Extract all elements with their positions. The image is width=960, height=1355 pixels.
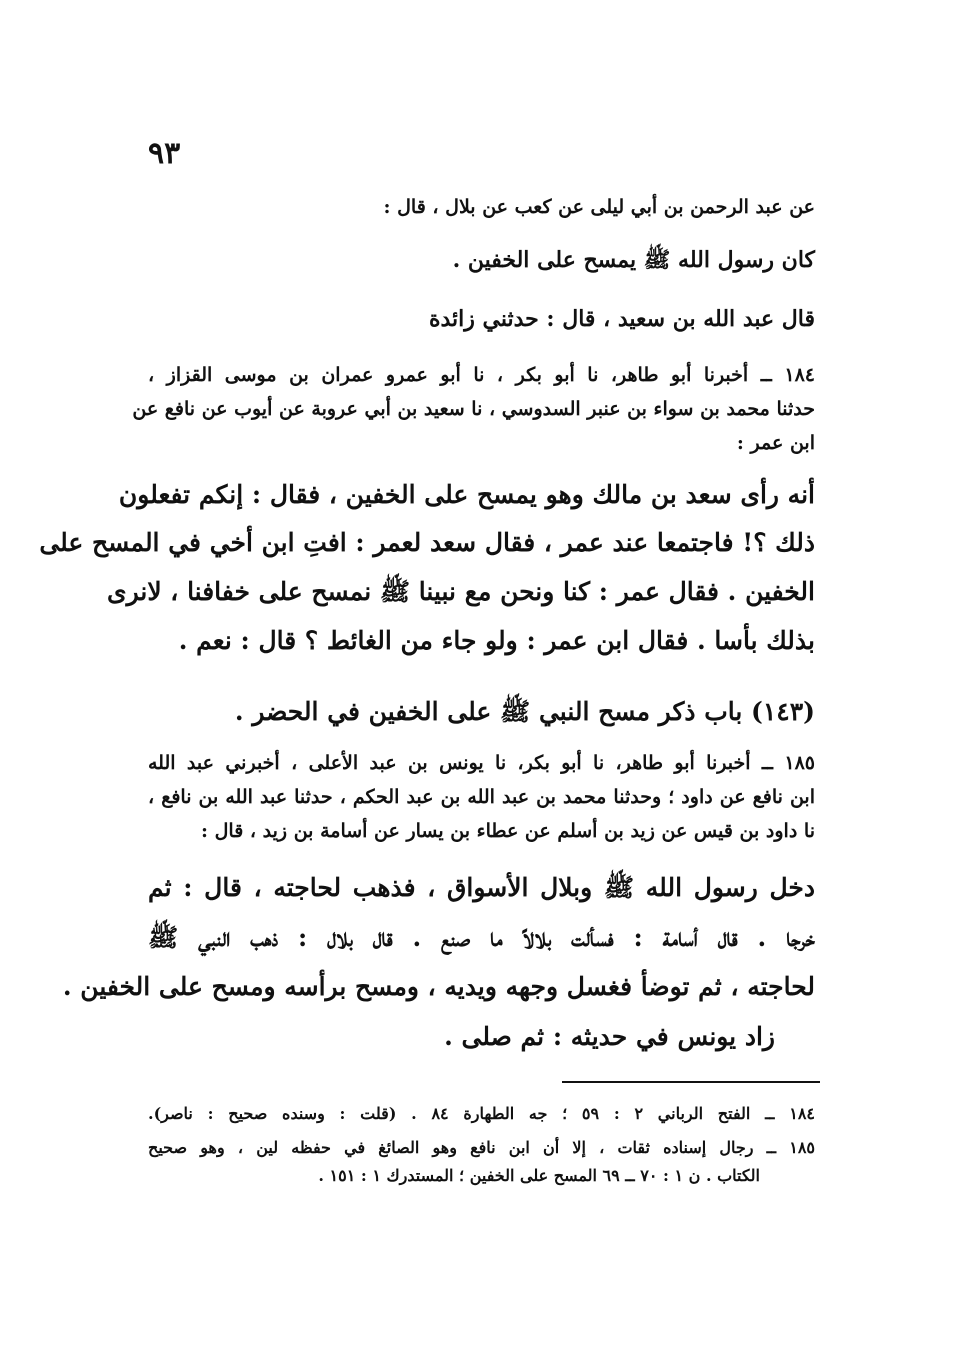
- hadith-185-isnad-line: نا داود بن قيس عن زيد بن أسلم عن عطاء بن يسار عن أسامة بن زيد ، قال :: [201, 820, 815, 842]
- footnote-line: الكتاب . ن ١ : ٧٠ ــ ٦٩ المسح على الخفين ؛ المستدرك ١ : ١٥١ .: [318, 1166, 760, 1185]
- hadith-184-text-line: أنه رأى سعد بن مالك وهو يمسح على الخفين ، فقال : إنكم تفعلون: [118, 480, 815, 509]
- hadith-185-text-line: زاد يونس في حديثه : ثم صلى .: [444, 1022, 775, 1051]
- page-number: ٩٣: [148, 136, 181, 171]
- intro-line-2: كان رسول الله ﷺ يمسح على الخفين .: [452, 247, 815, 273]
- hadith-184-text-line: ذلك ؟! فاجتمعا عند عمر ، فقال سعد لعمر : افتِ ابن أخي في المسح على: [39, 528, 815, 557]
- hadith-185-isnad-line: ابن نافع عن داود ؛ وحدثنا محمد بن عبد الله بن عبد الحكم ، حدثنا عبد الله بن نافع ،: [148, 786, 815, 808]
- footnote-divider: [562, 1081, 820, 1083]
- hadith-184-text-line: الخفين . فقال عمر : كنا ونحن مع نبينا ﷺ نمسح على خفافنا ، لانرى: [107, 577, 815, 606]
- hadith-184-isnad-line: ابن عمر :: [736, 432, 815, 454]
- hadith-185-text-line: خرجا . قال أسامة : فسألت بلالاً ما صنع . قال بلال : ذهب النبي ﷺ: [148, 923, 815, 952]
- footnote-line: ١٨٤ ــ الفتح الرباني ٢ : ٥٩ ؛ جه الطهارة ٨٤ . (قلت : وسنده صحيح : ناصر).: [148, 1104, 816, 1123]
- hadith-185-isnad-line: ١٨٥ ــ أخبرنا أبو طاهر، نا أبو بكر، نا يونس بن عبد الأعلى ، أخبرني عبد الله: [148, 752, 815, 774]
- intro-line-1: عن عبد الرحمن بن أبي ليلى عن كعب عن بلال ، قال :: [383, 196, 815, 218]
- hadith-184-text-line: بذلك بأسا . فقال ابن عمر : ولو جاء من الغائط ؟ قال : نعم .: [178, 626, 815, 655]
- footnote-line: ١٨٥ ــ رجال إسناده ثقات ، إلا أن ابن نافع وهو الصائغ في حفظه لين ، وهو صحيح: [148, 1138, 816, 1157]
- hadith-184-isnad-line: ١٨٤ ــ أخبرنا أبو طاهر، نا أبو بكر ، نا أبو عمرو عمران بن موسى القزاز ،: [148, 364, 815, 386]
- hadith-184-isnad-line: حدثنا محمد بن سواء بن عنبر السدوسي ، نا سعيد بن أبي عروبة عن أيوب عن نافع عن: [132, 398, 815, 420]
- narrator-note: قال عبد الله بن سعيد ، قال : حدثني زائدة: [428, 306, 815, 332]
- hadith-185-text-line: دخل رسول الله ﷺ وبلال الأسواق ، فذهب لحاجته ، قال : ثم: [148, 873, 815, 902]
- hadith-185-text-line: لحاجته ، ثم توضأ فغسل وجهه ويديه ، ومسح برأسه ومسح على الخفين .: [62, 972, 815, 1001]
- chapter-heading: (١٤٣) باب ذكر مسح النبي ﷺ على الخفين في الحضر .: [234, 697, 815, 726]
